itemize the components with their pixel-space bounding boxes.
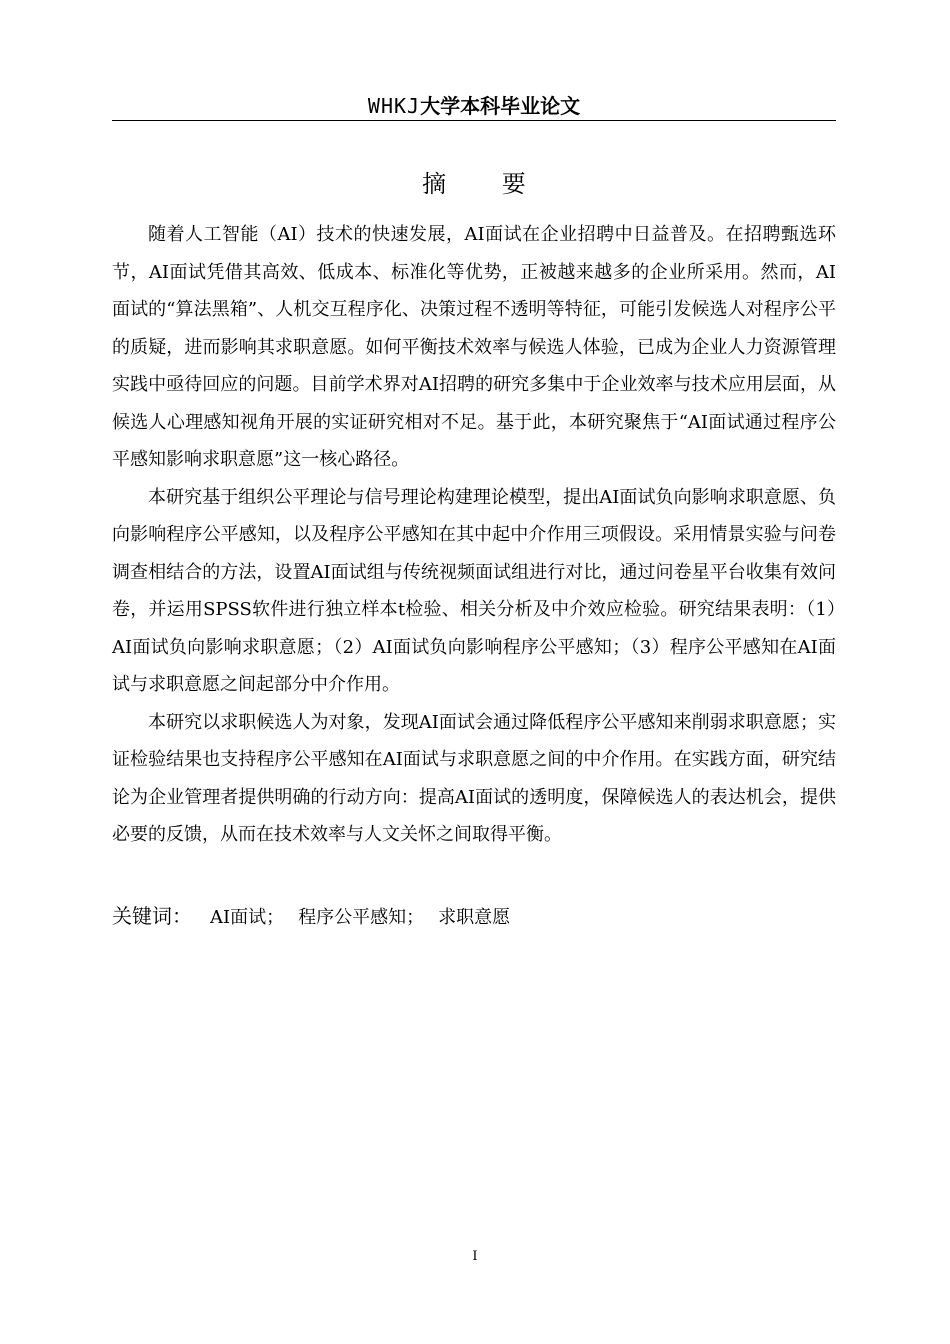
abstract-paragraph-3: 本研究以求职候选人为对象，发现AI面试会通过降低程序公平感知来削弱求职意愿；实证检验结果也支持程序公平感知在AI面试与求职意愿之间的中介作用。在实践方面，研究结论为企业管理者提供明确的行动方向：提高AI面试的透明度，保障候选人的表达机会，提供必要的反馈，从而在技术效率与人文关怀之间取得平衡。	[112, 711, 836, 845]
abstract-paragraph-1: 随着人工智能（AI）技术的快速发展，AI面试在企业招聘中日益普及。在招聘甄选环节，AI面试凭借其高效、低成本、标准化等优势，正被越来越多的企业所采用。然而，AI面试的“算法黑箱”、人机交互程序化、决策过程不透明等特征，可能引发候选人对程序公平的质疑，进而影响其求职意愿。如何平衡技术效率与候选人体验，已成为企业人力资源管理实践中亟待回应的问题。目前学术界对AI招聘的研究多集中于企业效率与技术应用层面，从候选人心理感知视角开展的实证研究相对不足。基于此，本研究聚焦于“AI面试通过程序公平感知影响求职意愿”这一核心路径。	[112, 224, 836, 470]
keywords-label: 关键词：	[112, 904, 192, 928]
abstract-body	[112, 216, 836, 854]
header-thesis-label: 大学本科毕业论文	[420, 94, 581, 118]
keyword-item-2: 程序公平感知；	[298, 907, 425, 928]
abstract-paragraph-2: 本研究基于组织公平理论与信号理论构建理论模型，提出AI面试负向影响求职意愿、负向影响程序公平感知，以及程序公平感知在其中起中介作用三项假设。采用情景实验与问卷调查相结合的方法，设置AI面试组与传统视频面试组进行对比，通过问卷星平台收集有效问卷，并运用SPSS软件进行独立样本t检验、相关分析及中介效应检验。研究结果表明：（1）AI面试负向影响求职意愿；（2）AI面试负向影响程序公平感知；（3）程序公平感知在AI面试与求职意愿之间起部分中介作用。	[112, 486, 836, 695]
abstract-title: 摘 要	[422, 170, 550, 198]
page-number: I	[472, 1249, 478, 1264]
keywords-line	[112, 898, 836, 936]
keyword-item-1: AI面试；	[210, 907, 285, 928]
header-school-code: WHKJ	[367, 94, 421, 118]
keyword-item-3: 求职意愿	[438, 907, 511, 928]
page-header	[112, 92, 836, 121]
